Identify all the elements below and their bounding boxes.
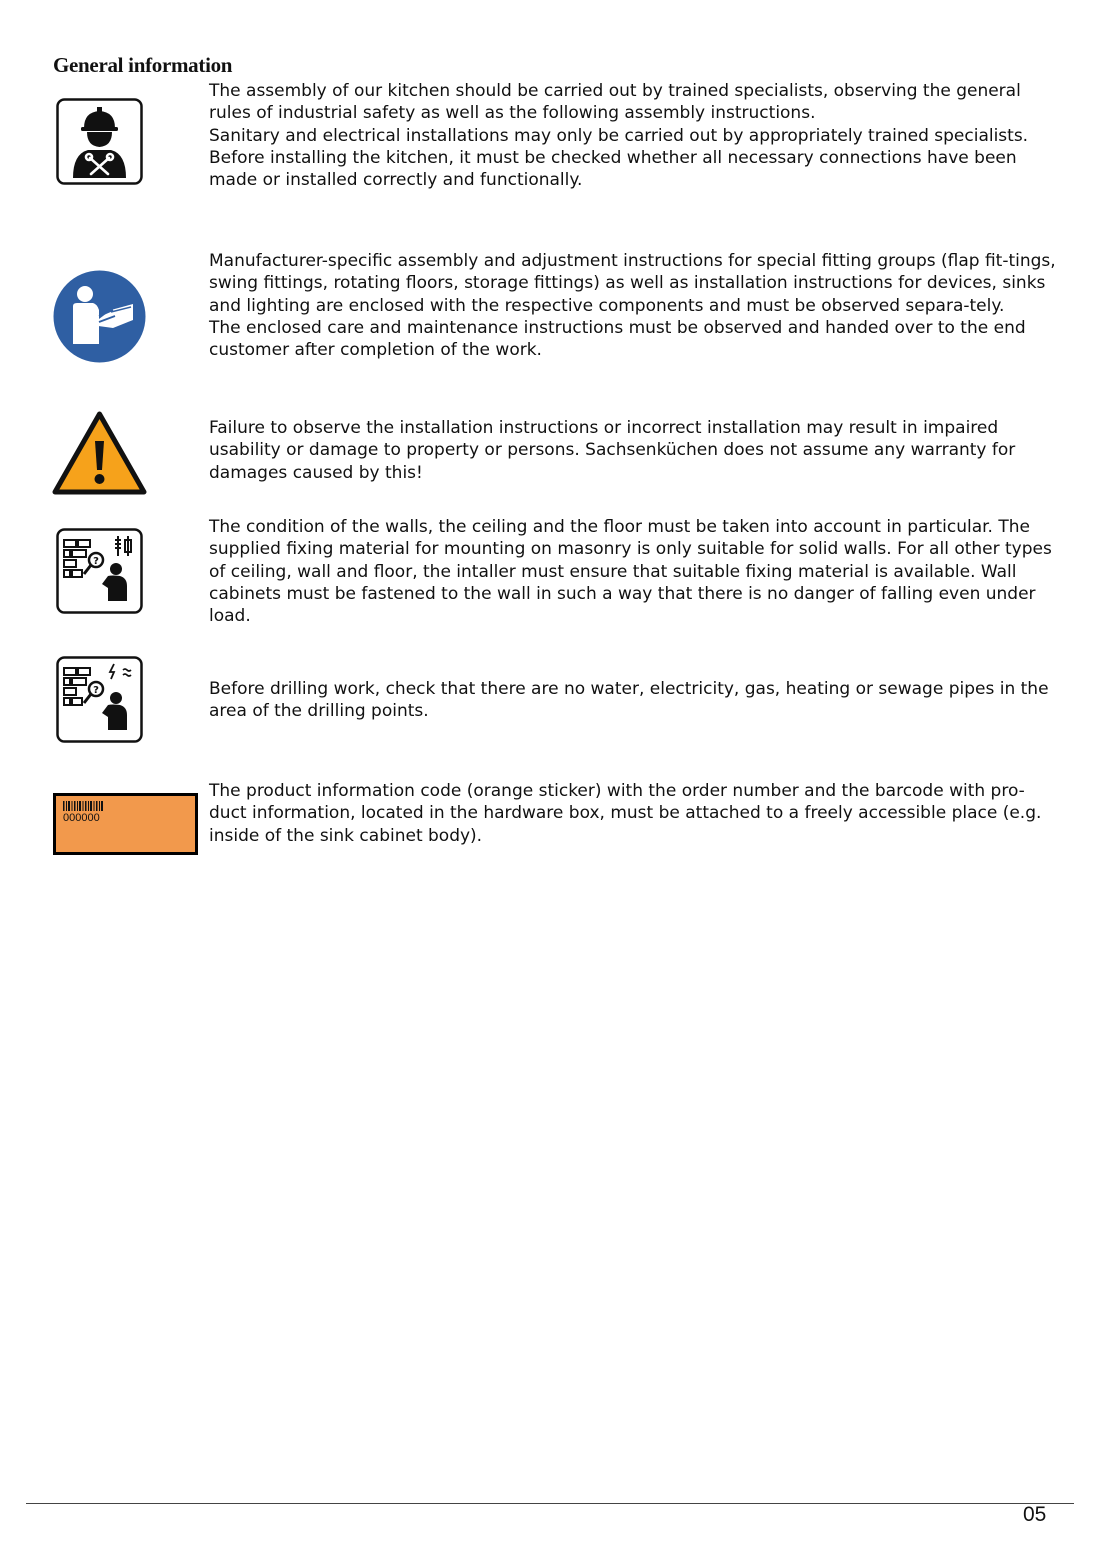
- wall-check-utilities-icon: [56, 656, 143, 743]
- section-text-sticker: [209, 780, 1059, 847]
- barcode-icon: [63, 801, 105, 811]
- sticker-code: 000000: [63, 812, 100, 824]
- wall-check-fixings-icon: [56, 528, 143, 614]
- paragraph: The product information code (orange sticker) with the order number and the barcode with pro-duct information, located in the hardware box, must be attached to a freely accessible place (e.g. inside of the sink cabinet body).: [209, 781, 1042, 846]
- paragraph: Before drilling work, check that there are no water, electricity, gas, heating or sewage pipes in the area of the drilling points.: [209, 679, 1049, 722]
- footer-divider: [26, 1503, 1074, 1504]
- paragraph: The assembly of our kitchen should be carried out by trained specialists, observing the general rules of industrial safety as well as the following assembly instructions.: [209, 81, 1021, 124]
- paragraph: Manufacturer-specific assembly and adjustment instructions for special fitting groups (flap fit-tings, swing fittings, rotating floors, storage fittings) as well as installation instructions for devices, sinks and lighting are enclosed with the respective components and must be observed separa-tely.: [209, 251, 1056, 316]
- section-text-walls: [209, 516, 1059, 627]
- paragraph: Sanitary and electrical installations may only be carried out by appropriately trained specialists. Before installing the kitchen, it must be checked whether all necessary connections have been made or installed correctly and functionally.: [209, 125, 1029, 191]
- section-text-assembly: [209, 80, 1059, 191]
- paragraph: The enclosed care and maintenance instructions must be observed and handed over to the end customer after completion of the work.: [209, 317, 1026, 361]
- section-text-drilling: [209, 678, 1059, 723]
- svg-text:?: ?: [93, 685, 99, 696]
- page-title: General information: [53, 53, 233, 77]
- paragraph: The condition of the walls, the ceiling and the floor must be taken into account in particular. The supplied fixing material for mounting on masonry is only suitable for solid walls. For all other types of ceiling, wall and floor, the intaller must ensure that suitable fixing material is available. Wall cabinets must be fastened to the wall in such a way that there is no danger of falling even under load.: [209, 517, 1052, 627]
- paragraph: Failure to observe the installation instructions or incorrect installation may result in impaired usability or damage to property or persons. Sachsenküchen does not assume any warranty for damages caused by this!: [209, 418, 1016, 483]
- orange-sticker-icon: [53, 793, 198, 855]
- section-text-warranty: [209, 417, 1059, 484]
- read-manual-icon: [53, 270, 146, 363]
- page-number: 05: [1023, 1503, 1047, 1526]
- svg-text:?: ?: [93, 556, 99, 567]
- warning-triangle-icon: [52, 411, 147, 495]
- section-text-fittings: [209, 250, 1059, 361]
- worker-with-tools-icon: [56, 98, 143, 185]
